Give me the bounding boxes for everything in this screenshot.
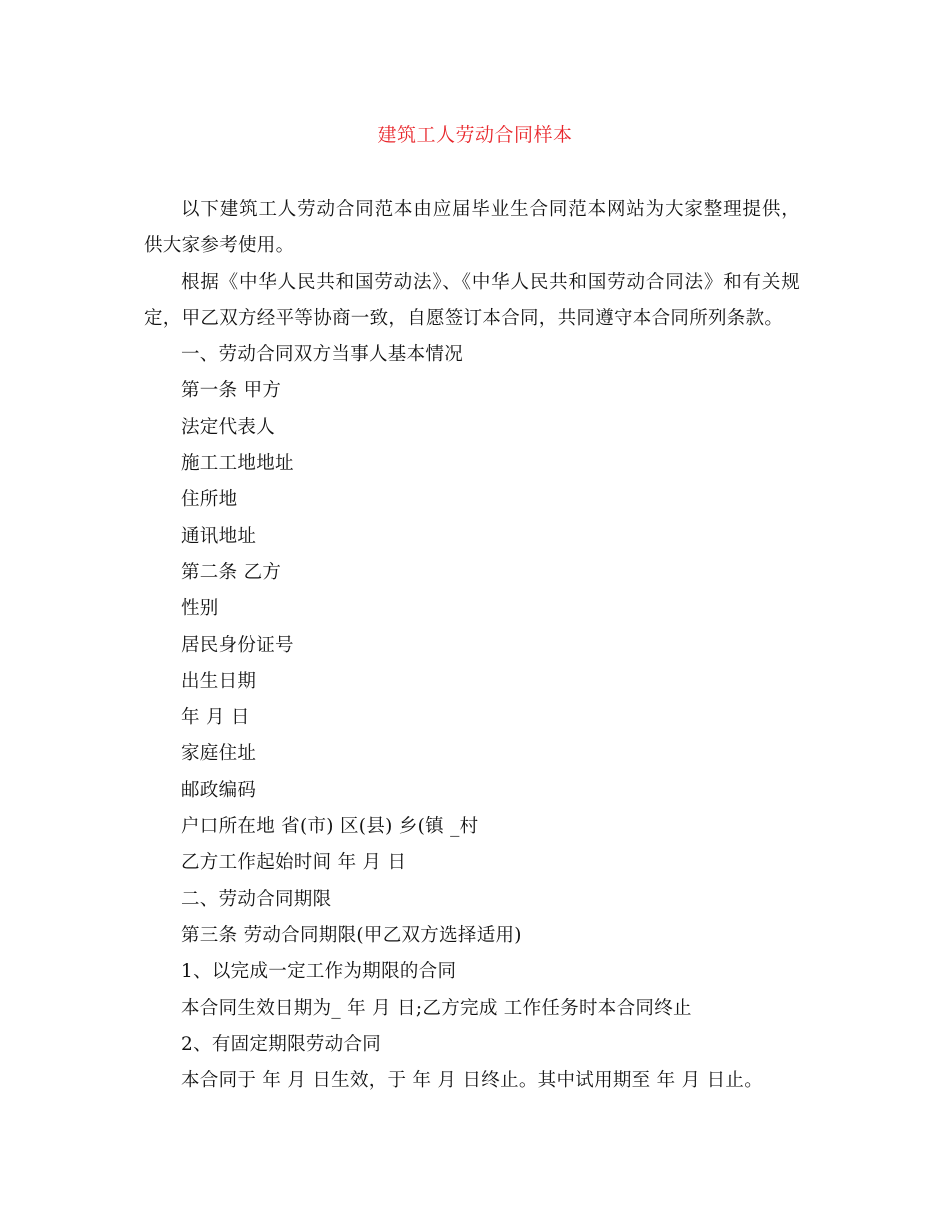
field-gender: 性别	[181, 598, 219, 620]
article-3-term: 第三条 劳动合同期限(甲乙双方选择适用)	[181, 924, 522, 946]
section-heading-term: 二、劳动合同期限	[181, 888, 332, 910]
article-2-party-b: 第二条 乙方	[181, 561, 282, 583]
option-2-heading: 2、有固定期限劳动合同	[181, 1033, 382, 1055]
document-body	[144, 192, 800, 1099]
field-work-start-date: 乙方工作起始时间 年 月 日	[181, 852, 407, 874]
field-postal-code: 邮政编码	[181, 779, 257, 801]
field-mailing-address: 通讯地址	[181, 525, 257, 547]
field-id-number: 居民身份证号	[181, 634, 294, 656]
document-title: 建筑工人劳动合同样本	[377, 124, 573, 146]
field-domicile: 住所地	[181, 489, 238, 511]
article-1-party-a: 第一条 甲方	[181, 380, 282, 402]
field-date-blanks: 年 月 日	[181, 707, 250, 729]
option-2-text: 本合同于 年 月 日生效，于 年 月 日终止。其中试用期至 年 月 日止。	[181, 1070, 764, 1092]
field-home-address: 家庭住址	[181, 743, 257, 765]
intro-paragraph: 以下建筑工人劳动合同范本由应届毕业生合同范本网站为大家整理提供，供大家参考使用。	[144, 199, 800, 257]
legal-basis-paragraph: 根据《中华人民共和国劳动法》、《中华人民共和国劳动合同法》和有关规定，甲乙双方经平等协商一致，自愿签订本合同，共同遵守本合同所列条款。	[144, 271, 800, 329]
field-birth-date: 出生日期	[181, 670, 257, 692]
field-site-address: 施工工地地址	[181, 453, 294, 475]
option-1-text: 本合同生效日期为_ 年 月 日;乙方完成 工作任务时本合同终止	[181, 997, 692, 1019]
section-heading-parties: 一、劳动合同双方当事人基本情况	[181, 344, 464, 366]
option-1-heading: 1、以完成一定工作为期限的合同	[181, 961, 457, 983]
field-legal-representative: 法定代表人	[181, 416, 276, 438]
field-household-registration: 户口所在地 省(市) 区(县) 乡(镇 _村	[181, 816, 479, 838]
